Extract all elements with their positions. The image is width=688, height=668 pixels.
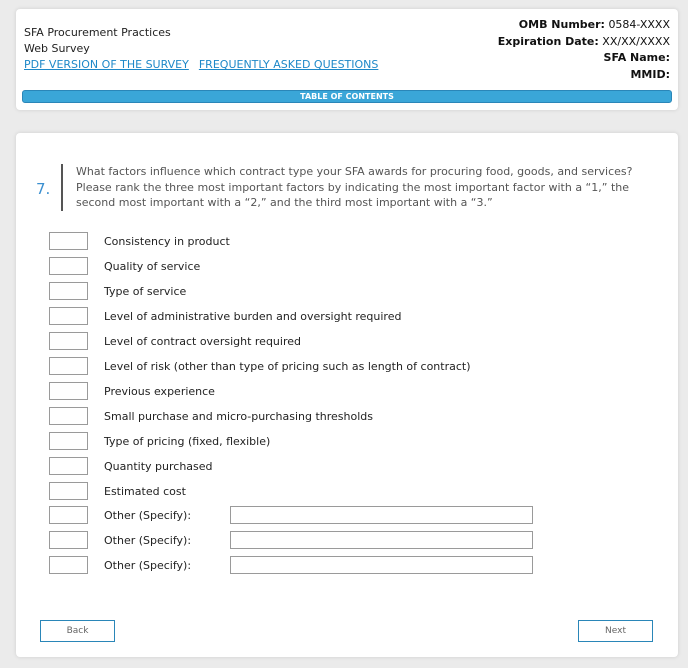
option-label: Small purchase and micro-purchasing thresholds: [104, 409, 374, 423]
option-label: Other (Specify):: [104, 508, 192, 522]
other-specify-input[interactable]: [230, 531, 533, 549]
option-row: [49, 332, 301, 350]
survey-subtitle: Web Survey: [24, 42, 90, 55]
other-specify-input[interactable]: [230, 556, 533, 574]
rank-input[interactable]: [49, 282, 88, 300]
survey-meta: [498, 17, 670, 83]
rank-input[interactable]: [49, 556, 88, 574]
option-row: [49, 382, 215, 400]
option-row: [49, 407, 373, 425]
option-row: [49, 357, 471, 375]
expiration-date: Expiration Date: XX/XX/XXXX: [497, 34, 670, 48]
rank-input[interactable]: [49, 506, 88, 524]
question-text: What factors influence which contract type your SFA awards for procuring food, goods, and services? Please rank the three most important factors by indicating the most important factor with a “1,” the second most important with a “2,” and the third most important with a “3.”: [76, 165, 633, 209]
rank-input[interactable]: [49, 407, 88, 425]
other-option-row: [49, 531, 198, 549]
option-label: Other (Specify):: [104, 558, 192, 572]
question-card: [16, 133, 678, 657]
rank-input[interactable]: [49, 232, 88, 250]
survey-info: [24, 25, 388, 73]
option-label: Previous experience: [104, 384, 215, 398]
header-card: [16, 9, 678, 110]
option-row: [49, 307, 401, 325]
sfa-name: SFA Name:: [603, 51, 670, 64]
rank-input[interactable]: [49, 307, 88, 325]
back-button[interactable]: Back: [40, 620, 115, 642]
option-row: [49, 257, 200, 275]
option-label: Level of risk (other than type of pricing such as length of contract): [104, 359, 471, 373]
mmid: MMID:: [630, 67, 670, 81]
option-row: [49, 457, 213, 475]
pdf-version-link[interactable]: PDF VERSION OF THE SURVEY: [24, 58, 189, 71]
option-row: [49, 482, 186, 500]
option-label: Level of administrative burden and oversight required: [104, 309, 402, 323]
option-label: Consistency in product: [104, 234, 230, 248]
option-label: Type of pricing (fixed, flexible): [104, 434, 271, 448]
option-label: Quality of service: [104, 259, 201, 273]
next-button[interactable]: Next: [578, 620, 653, 642]
table-of-contents-button[interactable]: TABLE OF CONTENTS: [22, 90, 672, 103]
omb-number: OMB Number: 0584-XXXX: [518, 18, 670, 31]
option-label: Estimated cost: [104, 484, 186, 498]
option-row: [49, 282, 186, 300]
rank-input[interactable]: [49, 432, 88, 450]
other-specify-input[interactable]: [230, 506, 533, 524]
question-number: 7.: [36, 180, 51, 198]
option-label: Level of contract oversight required: [104, 334, 301, 348]
survey-title: SFA Procurement Practices: [24, 26, 171, 39]
option-label: Quantity purchased: [104, 459, 213, 473]
option-label: Type of service: [104, 284, 187, 298]
rank-input[interactable]: [49, 482, 88, 500]
option-row: [49, 432, 270, 450]
rank-input[interactable]: [49, 332, 88, 350]
rank-input[interactable]: [49, 257, 88, 275]
rank-input[interactable]: [49, 357, 88, 375]
rank-input[interactable]: [49, 382, 88, 400]
rank-input[interactable]: [49, 531, 88, 549]
option-row: [49, 232, 230, 250]
other-option-row: [49, 506, 198, 524]
other-option-row: [49, 556, 198, 574]
rank-input[interactable]: [49, 457, 88, 475]
question-divider: [61, 164, 63, 211]
faq-link[interactable]: FREQUENTLY ASKED QUESTIONS: [198, 58, 379, 71]
option-label: Other (Specify):: [104, 533, 192, 547]
